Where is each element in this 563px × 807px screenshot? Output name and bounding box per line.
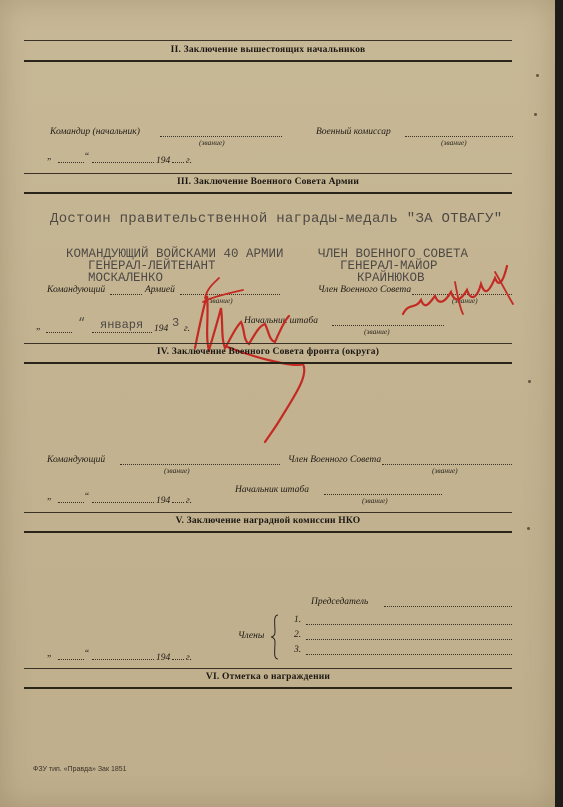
section-2-title: II. Заключение вышестоящих начальников [170,45,366,55]
commissar-label: Военный комиссар [316,127,391,137]
chairman-label: Председатель [311,597,369,607]
date-month-line [92,502,154,503]
member-number-3: 3. [294,645,302,655]
section-4-title: IV. Заключение Военного Совета фронта (округа) [156,347,380,357]
date-year-suffix: г. [186,496,192,506]
army-label: Армией [145,285,175,295]
typed-commander-name: МОСКАЛЕНКО [88,271,164,285]
date-open-quote: „ [47,152,53,162]
members-label: Члены [238,631,265,641]
members-brace [270,614,280,660]
rank-note: (звание) [199,138,225,147]
divider [24,60,512,62]
council-signature-line [382,464,512,465]
divider [24,192,512,194]
print-mark: ФЗУ тип. «Правда» Зак 1851 [33,766,127,773]
chief-signature-line [324,494,442,495]
divider [24,343,512,344]
binder-hole [536,74,539,77]
commander-label: Командующий [47,285,106,295]
rank-note: (звание) [207,296,233,305]
chief-of-staff-label: Начальник штаба [244,316,318,326]
date-year-line [172,659,184,660]
binder-hole [528,380,531,383]
divider-top [24,40,512,41]
commander-signature-line [120,464,280,465]
member-number-2: 2. [294,630,302,640]
date-year-prefix: 194 [156,653,171,663]
date-day-line [58,659,84,660]
typed-year-digit: 3 [172,316,180,330]
date-year-line [172,502,184,503]
binder-hole [527,527,530,530]
member-3-signature-line [306,654,512,655]
date-year-prefix: 194 [154,324,169,334]
section-6-title: VI. Отметка о награждении [205,672,331,682]
date-year-suffix: г. [184,324,190,334]
date-month-line [92,162,154,163]
member-2-signature-line [306,639,512,640]
typed-commander-title: КОМАНДУЮЩИЙ ВОЙСКАМИ 40 АРМИИ [66,247,284,261]
section-5-title: V. Заключение наградной комиссии НКО [175,516,361,526]
date-year-prefix: 194 [156,496,171,506]
divider [24,512,512,513]
commander-label: Командующий [47,455,106,465]
council-member-label: Член Военного Совета [288,455,382,465]
chairman-signature-line [384,606,512,607]
date-close-quote: “ [84,492,90,502]
council-member-signature-ink [395,252,525,332]
divider [24,687,512,689]
date-open-quote: „ [36,322,42,332]
member-number-1: 1. [294,615,302,625]
date-year-prefix: 194 [156,156,171,166]
date-day-line [46,332,72,333]
binder-hole [534,113,537,116]
date-close-quote: “ [84,152,90,162]
rank-note: (звание) [441,138,467,147]
rank-note: (звание) [164,466,190,475]
date-close-quote: “ [78,316,86,330]
divider [24,173,512,174]
date-open-quote: „ [47,492,53,502]
commander-label: Командир (начальник) [50,127,140,137]
typed-council-rank: ГЕНЕРАЛ-МАЙОР [340,259,438,273]
date-year-line [172,162,184,163]
scan-edge [555,0,563,807]
date-day-line [58,502,84,503]
date-year-suffix: г. [186,156,192,166]
divider [24,362,512,364]
date-day-line [58,162,84,163]
typed-month: января [100,318,144,332]
divider [24,668,512,669]
date-month-line [92,659,154,660]
member-1-signature-line [306,624,512,625]
date-close-quote: “ [84,649,90,659]
council-member-label: Член Военного Совета [318,285,412,295]
date-month-line [92,332,152,333]
section-3-title: III. Заключение Военного Совета Армии [176,177,360,187]
date-open-quote: „ [47,649,53,659]
rank-note: (звание) [452,296,478,305]
rank-note: (звание) [364,327,390,336]
commander-signature-line [160,136,282,137]
commander-army-line [110,294,142,295]
chief-of-staff-label: Начальник штаба [235,485,309,495]
date-year-suffix: г. [186,653,192,663]
divider [24,531,512,533]
commissar-signature-line [405,136,513,137]
typed-commander-rank: ГЕНЕРАЛ-ЛЕЙТЕНАНТ [88,259,216,273]
commander-signature-ink [185,268,315,448]
rank-note: (звание) [432,466,458,475]
typed-award-decision: Достоин правительственной награды-медаль "ЗА ОТВАГУ" [50,211,503,227]
typed-council-title: ЧЛЕН ВОЕННОГО СОВЕТА [318,247,469,261]
typed-council-name: КРАЙНЮКОВ [357,271,425,285]
rank-note: (звание) [362,496,388,505]
